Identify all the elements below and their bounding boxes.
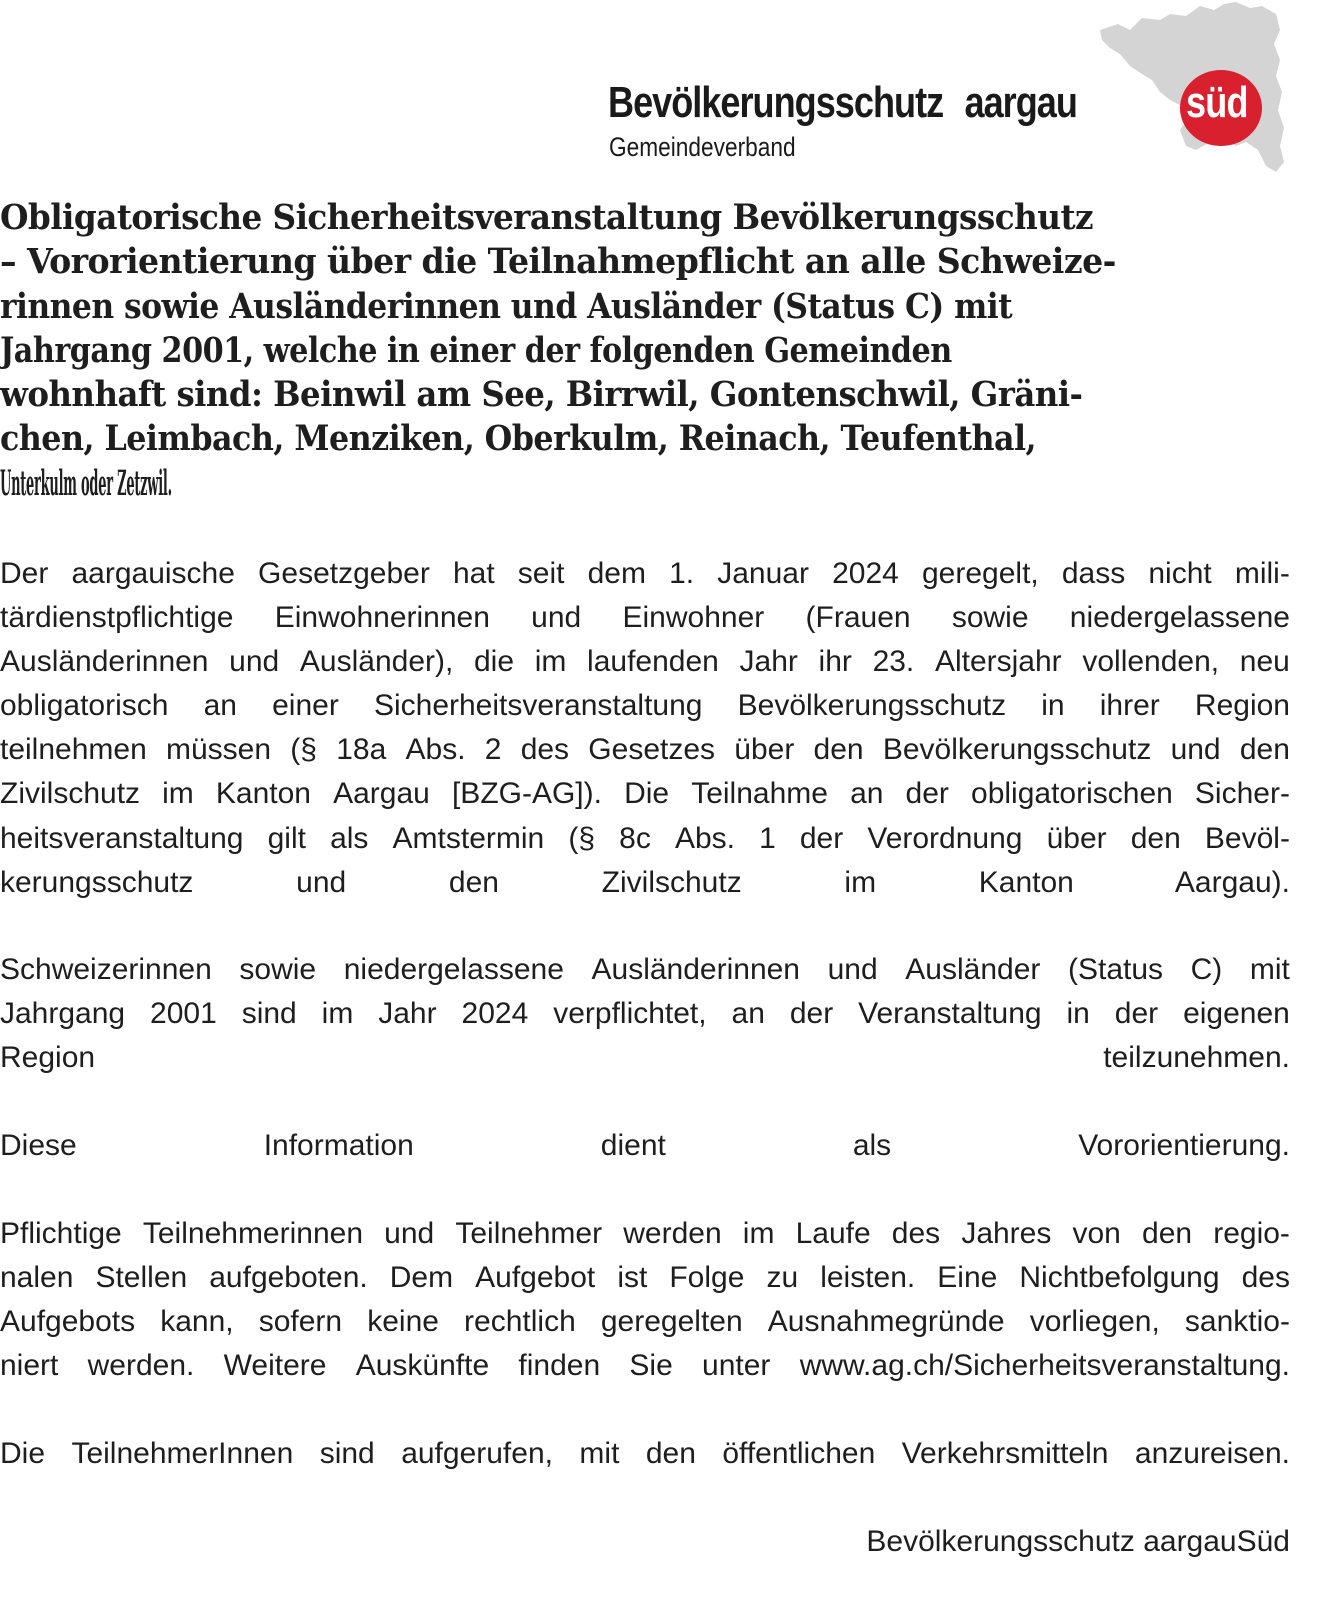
word: im [742,1217,775,1250]
word: niedergelassene [1069,601,1290,635]
paragraph-public-transport [0,1432,1290,1476]
word: Schweizerinnen [0,953,212,986]
paragraph-summons [0,1212,1290,1388]
word: aargauische [71,557,235,590]
word: verpflichtet, [553,997,707,1031]
word: rechtlich [464,1305,576,1339]
headline-line: Obligatorische Sicherheitsveranstaltung Bevölkerungsschutz [0,198,1093,238]
word: niedergelassene [343,953,564,986]
word: über [734,733,795,767]
paragraph-line [0,772,1290,816]
word: Jahr [378,997,437,1031]
word: im [534,645,567,679]
word: sind [319,1437,375,1470]
word: öffentlichen [722,1437,876,1470]
paragraph-line [0,552,1290,596]
word: 1. [669,557,695,590]
word: Gesetzes [588,733,716,767]
word: geregelt, [921,557,1039,590]
word: 2 [484,733,502,767]
logo-title [608,78,1077,128]
word: Die [624,777,670,811]
paragraph-line: Diese Information dient als Vororientierung. [0,1129,1290,1162]
word: den [1142,1217,1193,1250]
word: obligatorisch [0,689,169,723]
paragraph-line [0,684,1290,728]
word: der [799,821,844,855]
word: Jahres [961,1217,1052,1250]
word: ist [617,1261,648,1295]
word: Sie [629,1349,673,1383]
paragraph-line [0,948,1290,992]
word: Aufgebot [475,1261,596,1295]
word: Sicher- [1194,777,1290,811]
word: Jahrgang [0,997,126,1031]
word: keine [367,1305,439,1339]
word: 8c [619,821,651,855]
word: sind [241,997,297,1031]
word: als [330,821,369,855]
word: von [1072,1217,1121,1250]
word: Bevölkerungsschutz [737,689,1007,723]
word: in [1066,997,1090,1031]
logo-subtitle: Gemeindeverband [609,132,796,162]
word: den [645,1437,696,1470]
word: mit [1249,953,1290,986]
word: vorliegen, [1029,1305,1160,1339]
headline-line: wohnhaft sind: Beinwil am See, Birrwil, Gontenschwil, Gräni- [0,375,1083,416]
word: Teilnehmerinnen [142,1217,364,1250]
word: der [905,777,949,811]
word: und [531,601,582,635]
word: im [321,997,354,1031]
word: Laufe [795,1217,871,1250]
word: die [474,645,515,679]
word: niert [0,1349,59,1383]
word: und [384,1217,435,1250]
headline-line: Jahrgang 2001, welche in einer der folgenden Gemeinden [0,330,952,371]
paragraph-line [0,728,1290,772]
word: Teilnahme [691,777,828,811]
word: Teilnehmer [455,1217,603,1250]
word: vollenden, [1082,645,1220,679]
word: regio- [1213,1217,1290,1250]
paragraph-line [0,1212,1290,1256]
word: Ausnahmegründe [767,1305,1005,1339]
word: anzureisen. [1134,1437,1290,1470]
paragraph-line: Region teilzunehmen. [0,1041,1290,1075]
word: aufgeboten. [209,1261,368,1295]
word: Folge [669,1261,745,1295]
word: Bevölkerungsschutz [882,733,1152,767]
word: (Status [1067,953,1164,986]
word: Ausländerinnen [0,645,209,679]
word: ihrer [1099,689,1160,723]
word: des [520,733,570,767]
word: Eine [937,1261,998,1295]
word: Auskünfte [355,1349,490,1383]
word: Ausländer), [299,645,454,679]
word: Abs. [674,821,735,855]
signature: Bevölkerungsschutz aargauSüd [866,1525,1290,1558]
word: finden [518,1349,601,1383]
word: leisten. [820,1261,916,1295]
word: Veranstaltung [858,997,1042,1031]
word: Sicherheitsveranstaltung [373,689,703,723]
logo-brand-prefix: aargau [964,78,1077,127]
word: ihr [818,645,852,679]
word: heitsveranstaltung [0,821,244,855]
paragraph-pre-orientation [0,1124,1290,1168]
word: Abs. [405,733,466,767]
word: laufenden [587,645,719,679]
paragraph-line [0,817,1290,861]
word: an [850,777,884,811]
paragraph-legal-basis [0,552,1290,905]
word: mili- [1234,557,1290,590]
word: dem [587,557,646,590]
headline-line: – Vororientierung über die Teilnahmepflicht an alle Schweize- [0,242,1116,283]
word: TeilnehmerInnen [71,1437,294,1470]
word: Region [1194,689,1290,723]
word: Januar [717,557,809,590]
word: müssen [166,733,272,767]
word: Aufgebots [0,1305,136,1339]
word: in [1041,689,1065,723]
word: Verordnung [867,821,1023,855]
word: (Frauen [805,601,911,635]
word: werden. [87,1349,195,1383]
word: aufgerufen, [401,1437,553,1470]
word: kann, [160,1305,234,1339]
word: den [813,733,864,767]
word: Altersjahr [934,645,1062,679]
word: 2024 [461,997,529,1031]
word: Aargau [333,777,430,811]
word: seit [517,557,565,590]
word: neu [1239,645,1290,679]
word: mit [579,1437,620,1470]
word: Zivilschutz [0,777,141,811]
word: teilnehmen [0,733,147,767]
word: nalen [0,1261,74,1295]
word: und [827,953,878,986]
paragraph-line [0,992,1290,1036]
word: Gesetzgeber [258,557,430,590]
word: sofern [258,1305,343,1339]
word: Amtstermin [392,821,545,855]
word: Pflichtige [0,1217,122,1250]
word: [BZG-AG]). [451,777,602,811]
word: sanktio- [1184,1305,1290,1339]
paragraph-line [0,1300,1290,1344]
headline-line: Unterkulm oder Zetzwil. [0,463,172,504]
logo-title-text: Bevölkerungsschutz [608,78,944,127]
word: werden [623,1217,722,1250]
organization-logo [600,0,1300,180]
word: an [731,997,765,1031]
word: Die [0,1437,46,1470]
word: des [1241,1261,1290,1295]
word: Einwohnerinnen [274,601,490,635]
paragraph-line [0,640,1290,684]
word: obligatorischen [971,777,1173,811]
word: an [203,689,237,723]
word: und [229,645,280,679]
word: tärdienstpflichtige [0,601,234,635]
word: www.ag.ch/Sicherheitsveranstaltung. [799,1349,1290,1383]
paragraph-line: kerungsschutz und den Zivilschutz im Kanton Aargau). [0,865,1290,899]
paragraph-line [0,596,1290,640]
word: 2001 [150,997,217,1031]
word: eigenen [1183,997,1290,1031]
paragraph-obligation [0,948,1290,1080]
word: (§ [290,733,317,767]
paragraph-line [0,1256,1290,1300]
word: unter [702,1349,771,1383]
word: des [891,1217,941,1250]
word: im [162,777,194,811]
word: 1 [759,821,776,855]
word: Ausländerinnen [591,953,800,986]
word: und [1170,733,1221,767]
logo-brand-suffix: süd [1186,78,1248,127]
headline-line: chen, Leimbach, Menziken, Oberkulm, Reinach, Teufenthal, [0,419,1037,460]
word: der [1114,997,1159,1031]
word: zu [766,1261,799,1295]
word: Jahr [739,645,798,679]
word: einer [272,689,339,723]
word: Der [0,557,49,590]
word: Nichtbefolgung [1019,1261,1220,1295]
word: 23. [872,645,915,679]
word: Verkehrsmitteln [901,1437,1109,1470]
word: sowie [951,601,1029,635]
word: (§ [568,821,596,855]
word: Dem [389,1261,454,1295]
word: hat [452,557,495,590]
word: Kanton [215,777,311,811]
word: gilt [267,821,306,855]
headline [0,196,1300,506]
word: den [1130,821,1181,855]
word: geregelten [600,1305,743,1339]
word: Ausländer [905,953,1041,986]
word: Stellen [95,1261,188,1295]
headline-line: rinnen sowie Ausländerinnen und Ausländer (Status C) mit [0,286,1013,327]
word: dass [1061,557,1126,590]
word: C) [1190,953,1223,986]
word: über [1046,821,1107,855]
word: der [789,997,834,1031]
word: 2024 [832,557,899,590]
word: Weitere [223,1349,327,1383]
word: Bevöl- [1204,821,1290,855]
paragraph-line [0,1344,1290,1388]
word: nicht [1148,557,1212,590]
word: Einwohner [622,601,765,635]
paragraph-line [0,1432,1290,1476]
word: sowie [239,953,317,986]
word: den [1239,733,1290,767]
word: 18a [336,733,387,767]
